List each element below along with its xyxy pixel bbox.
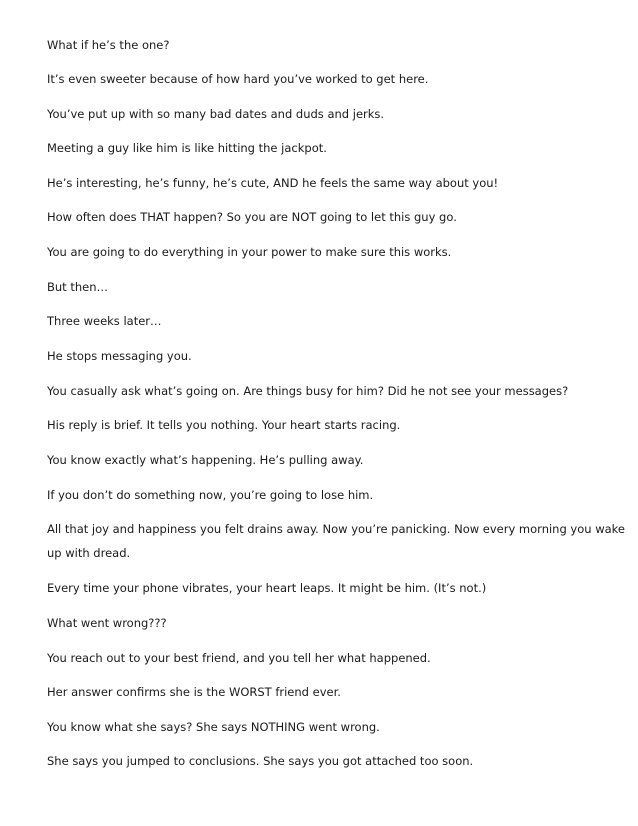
paragraph-line: She says you jumped to conclusions. She says you got attached too soon. (47, 754, 474, 768)
paragraph-line: Meeting a guy like him is like hitting the jackpot. (47, 141, 327, 155)
paragraph-line: But then… (47, 280, 109, 294)
paragraph-line: Her answer confirms she is the WORST friend ever. (47, 685, 341, 699)
paragraph-line: It’s even sweeter because of how hard you’ve worked to get here. (47, 72, 429, 86)
paragraph-line: He stops messaging you. (47, 349, 192, 363)
paragraph-line: He’s interesting, he’s funny, he’s cute, AND he feels the same way about you! (47, 176, 499, 190)
paragraph-line: up with dread. (47, 546, 131, 560)
paragraph-line: What went wrong??? (47, 616, 167, 630)
paragraph-line: You are going to do everything in your power to make sure this works. (47, 245, 452, 259)
paragraph-line: You’ve put up with so many bad dates and duds and jerks. (47, 107, 385, 121)
paragraph-line: Every time your phone vibrates, your heart leaps. It might be him. (It’s not.) (47, 581, 487, 595)
paragraph-line: You know what she says? She says NOTHING went wrong. (47, 720, 380, 734)
paragraph-line: If you don’t do something now, you’re going to lose him. (47, 488, 374, 502)
paragraph-line: How often does THAT happen? So you are NOT going to let this guy go. (47, 210, 457, 224)
paragraph-line: You know exactly what’s happening. He’s pulling away. (47, 453, 364, 467)
paragraph-line: What if he’s the one? (47, 38, 170, 52)
paragraph-line: All that joy and happiness you felt drains away. Now you’re panicking. Now every morning you wake (47, 522, 625, 536)
paragraph-line: Three weeks later… (47, 314, 162, 328)
paragraph-line: His reply is brief. It tells you nothing. Your heart starts racing. (47, 418, 401, 432)
paragraph-line: You reach out to your best friend, and you tell her what happened. (47, 651, 431, 665)
paragraph-line: You casually ask what’s going on. Are things busy for him? Did he not see your messages? (47, 384, 569, 398)
